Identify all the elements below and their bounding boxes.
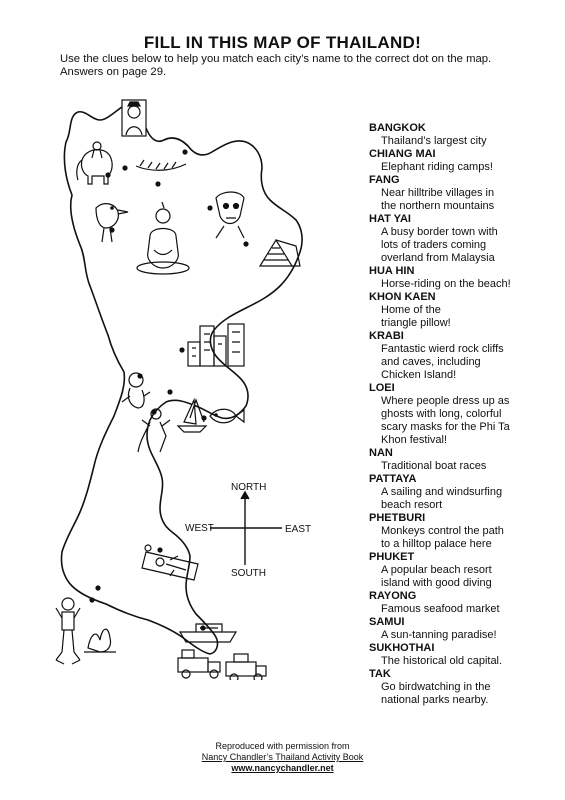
clue-city-name: KHON KAEN [369,291,436,303]
credit [0,741,565,774]
clue-city-name: LOEI [369,382,395,394]
city-dot[interactable] [95,585,100,590]
clue-city-name: PATTAYA [369,473,417,485]
clue-list [369,122,559,707]
clue-description-line: beach resort [381,499,443,511]
clue-description-line: A sun-tanning paradise! [381,629,497,641]
bangkok-skyline-illustration [188,324,244,366]
clue-description-line: Go birdwatching in the [381,681,491,693]
elephant-illustration [77,142,112,184]
truck-illustration [178,650,266,680]
clue-city-name: NAN [369,447,393,459]
ghost-mask-illustration [216,192,244,238]
clue-city-name: TAK [369,668,391,680]
clue-description [369,460,559,473]
clue-description-line: Monkeys control the path [381,525,504,537]
clue-description-line: Thailand’s largest city [381,135,487,147]
clue-description [369,564,559,590]
clue-description-line: Where people dress up as [381,395,510,407]
clue-city-name: PHETBURI [369,512,426,524]
clue-description [369,343,559,382]
clue-description-line: Chicken Island! [381,369,457,381]
diver-illustration [56,598,80,664]
page-title: FILL IN THIS MAP OF THAILAND! [143,33,422,52]
clue-description-line: to a hilltop palace here [381,538,492,550]
clue-description [369,681,559,707]
clue-description [369,603,559,616]
city-dot[interactable] [157,547,162,552]
clue-city-name: FANG [369,174,400,186]
clue-description [369,629,559,642]
clue-description [369,486,559,512]
clue-description-line: Fantastic wierd rock cliffs [381,343,504,355]
clue-description-line: island with good diving [381,577,492,589]
clue-description-line: Traditional boat races [381,460,487,472]
clue-city-name: BANGKOK [369,122,426,134]
compass-west-label: WEST [185,523,214,534]
horse-rider-illustration [138,409,170,452]
clue-city-name: PHUKET [369,551,415,563]
clue-description-line: overland from Malaysia [381,252,495,264]
clue-city-name: HUA HIN [369,265,415,277]
clue-description-line: Elephant riding camps! [381,161,493,173]
clue-description-line: ghosts with long, colorful [381,408,502,420]
compass-rose [210,492,282,565]
clue-description-line: and caves, including [381,356,481,368]
credit-website-link[interactable]: www.nancychandler.net [231,763,334,773]
clue-description [369,187,559,213]
clue-city-name: RAYONG [369,590,417,602]
credit-line-1: Reproduced with permission from [215,741,350,751]
clue-city-name: KRABI [369,330,404,342]
clue-city-name: SUKHOTHAI [369,642,435,654]
clue-description-line: national parks nearby. [381,694,489,706]
clue-city-name: CHIANG MAI [369,148,436,160]
sailboat-illustration [178,400,206,432]
clue-description-line: Khon festival! [381,434,448,446]
clue-description-line: scary masks for the Phi Ta [381,421,510,433]
credit-book-link[interactable]: Nancy Chandler’s Thailand Activity Book [201,752,364,762]
clue-description-line: A busy border town with [381,226,498,238]
longboat-illustration [136,160,186,170]
instructions-line-2: Answers on page 29. [60,66,167,78]
rock-cliffs-illustration [84,629,116,652]
city-dot[interactable] [182,149,187,154]
sunbather-illustration [142,545,198,580]
clue-description-line: The historical old capital. [381,655,503,667]
clue-description [369,525,559,551]
clue-description-line: triangle pillow! [381,317,451,329]
clue-description [369,278,559,291]
clue-description-line: A popular beach resort [381,564,492,576]
clue-description [369,304,559,330]
clue-description [369,395,559,447]
clue-description-line: Home of the [381,304,441,316]
city-dot[interactable] [179,347,184,352]
city-dot[interactable] [167,389,172,394]
clue-city-name: HAT YAI [369,213,411,225]
city-dot[interactable] [155,181,160,186]
fish-illustration [210,409,244,423]
buddha-illustration [137,202,189,274]
clue-description-line: lots of traders coming [381,239,487,251]
clue-city-name: SAMUI [369,616,405,628]
instructions-line-1: Use the clues below to help you match each city’s name to the correct dot on the map. [60,53,492,65]
clue-description [369,226,559,265]
city-dot[interactable] [243,241,248,246]
clue-description-line: Near hilltribe villages in [381,187,495,199]
clue-description-line: the northern mountains [381,200,495,212]
clue-description [369,135,559,148]
clue-description-line: Famous seafood market [381,603,500,615]
clue-description [369,161,559,174]
clue-description-line: A sailing and windsurfing [381,486,503,498]
instructions [60,53,530,79]
hilltribe-portrait-illustration [122,100,146,136]
compass-east-label: EAST [285,524,312,535]
city-dot[interactable] [122,165,127,170]
triangle-pillow-illustration [260,240,300,266]
city-dot[interactable] [207,205,212,210]
compass-south-label: SOUTH [231,568,266,579]
clue-description [369,655,559,668]
compass-north-label: NORTH [231,482,267,493]
city-dot[interactable] [89,597,94,602]
thailand-map [0,80,360,680]
monkey-illustration [122,373,150,408]
bird-illustration [96,204,128,242]
clue-description-line: Horse-riding on the beach! [381,278,511,290]
